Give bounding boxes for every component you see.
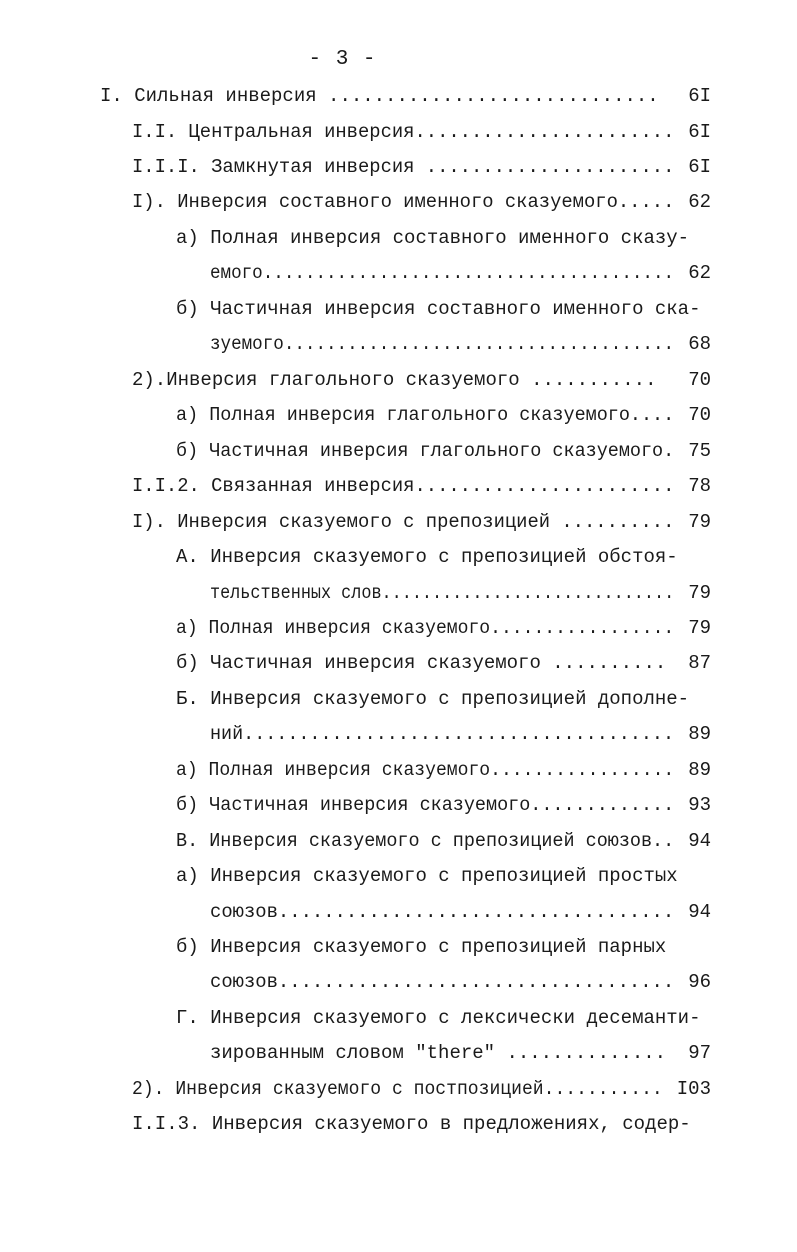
toc-entry-page: 70: [688, 369, 711, 391]
toc-entry-text: союзов...................................: [210, 901, 675, 923]
toc-entry-page: 93: [688, 794, 711, 816]
toc-entry: [0, 647, 797, 679]
toc-entry: [0, 718, 797, 750]
toc-entry: [0, 1037, 797, 1069]
toc-entry-text: а) Инверсия сказуемого с препозицией простых: [176, 865, 678, 887]
toc-entry: [0, 896, 797, 928]
toc-entry-page: 79: [688, 511, 711, 533]
toc-entry: [0, 222, 797, 254]
toc-entry-text: зуемого.....................................: [210, 333, 675, 355]
toc-entry-text: а) Полная инверсия сказуемого.................: [176, 759, 675, 781]
toc-entry: [0, 966, 797, 998]
toc-entry-text: А. Инверсия сказуемого с препозицией обстоя-: [176, 546, 678, 568]
toc-entry: [0, 754, 797, 786]
toc-entry-text: б) Частичная инверсия сказуемого.............: [176, 794, 675, 816]
toc-entry: [0, 151, 797, 183]
toc-entry-page: 70: [688, 404, 711, 426]
toc-entry-page: 96: [688, 971, 711, 993]
toc-entry-text: а) Полная инверсия глагольного сказуемого....: [176, 404, 675, 426]
toc-entry-page: 87: [688, 652, 711, 674]
toc-entry: [0, 825, 797, 857]
toc-entry-page: 89: [688, 723, 711, 745]
toc-entry-page: 89: [688, 759, 711, 781]
toc-entry: [0, 293, 797, 325]
toc-entry: [0, 186, 797, 218]
toc-entry: [0, 1073, 797, 1105]
toc-entry-text: 2). Инверсия сказуемого с постпозицией...........: [132, 1078, 663, 1100]
toc-entry: [0, 612, 797, 644]
toc-entry: [0, 789, 797, 821]
toc-entry-text: I.I.I. Замкнутая инверсия ......................: [132, 156, 675, 178]
toc-entry: [0, 860, 797, 892]
toc-entry-text: б) Инверсия сказуемого с препозицией парных: [176, 936, 667, 958]
toc-entry: [0, 577, 797, 609]
toc-entry-page: 79: [688, 617, 711, 639]
toc-entry: [0, 683, 797, 715]
toc-entry-text: б) Частичная инверсия составного именного ска-: [176, 298, 701, 320]
toc-entry: [0, 1002, 797, 1034]
page-number: - 3 -: [308, 48, 377, 71]
toc-entry: [0, 116, 797, 148]
toc-entry-page: 68: [688, 333, 711, 355]
toc-entry-page: 79: [688, 582, 711, 604]
toc-entry: [0, 931, 797, 963]
toc-entry-text: В. Инверсия сказуемого с препозицией союзов..: [176, 830, 675, 852]
toc-entry-text: б) Частичная инверсия глагольного сказуемого.: [176, 440, 675, 462]
toc-entry: [0, 506, 797, 538]
toc-entry-text: 2).Инверсия глагольного сказуемого ...........: [132, 369, 657, 391]
toc-entry: [0, 257, 797, 289]
toc-entry-text: союзов...................................: [210, 971, 675, 993]
toc-entry-text: I. Сильная инверсия .............................: [100, 85, 659, 107]
toc-entry-page: 75: [688, 440, 711, 462]
toc-entry-text: а) Полная инверсия сказуемого.................: [176, 617, 675, 639]
toc-entry-text: б) Частичная инверсия сказуемого ..........: [176, 652, 667, 674]
toc-entry-text: тельственных слов.............................: [210, 582, 675, 604]
toc-entry-text: ний.......................................: [210, 723, 675, 745]
toc-entry: [0, 399, 797, 431]
toc-entry-page: 97: [688, 1042, 711, 1064]
toc-entry-page: I03: [676, 1078, 711, 1100]
toc-entry: [0, 541, 797, 573]
toc-entry-text: емого.......................................: [210, 262, 675, 284]
toc-entry-text: а) Полная инверсия составного именного сказу-: [176, 227, 690, 249]
toc-entry-page: 78: [688, 475, 711, 497]
toc-entry-page: 94: [688, 830, 711, 852]
toc-entry-text: зированным словом "there" ..............: [210, 1042, 667, 1064]
toc-entry-text: I). Инверсия сказуемого с препозицией ..........: [132, 511, 675, 533]
toc-entry-text: Б. Инверсия сказуемого с препозицией дополне-: [176, 688, 690, 710]
toc-entry-page: 6I: [688, 121, 711, 143]
toc-entry: [0, 364, 797, 396]
toc-entry-text: I). Инверсия составного именного сказуемого.....: [132, 191, 675, 213]
toc-entry: [0, 435, 797, 467]
toc-entry-page: 94: [688, 901, 711, 923]
toc-entry: [0, 80, 797, 112]
toc-entry-text: I.I. Центральная инверсия.......................: [132, 121, 675, 143]
toc-entry: [0, 1108, 797, 1140]
toc-entry-text: I.I.2. Связанная инверсия.......................: [132, 475, 675, 497]
toc-entry-page: 62: [688, 191, 711, 213]
toc-entry-page: 62: [688, 262, 711, 284]
toc-entry-page: 6I: [688, 156, 711, 178]
toc-entry-page: 6I: [688, 85, 711, 107]
toc-entry: [0, 328, 797, 360]
toc-entry-text: Г. Инверсия сказуемого с лексически десеманти-: [176, 1007, 701, 1029]
toc-entry-text: I.I.3. Инверсия сказуемого в предложениях, содер-: [132, 1113, 691, 1135]
toc-entry: [0, 470, 797, 502]
